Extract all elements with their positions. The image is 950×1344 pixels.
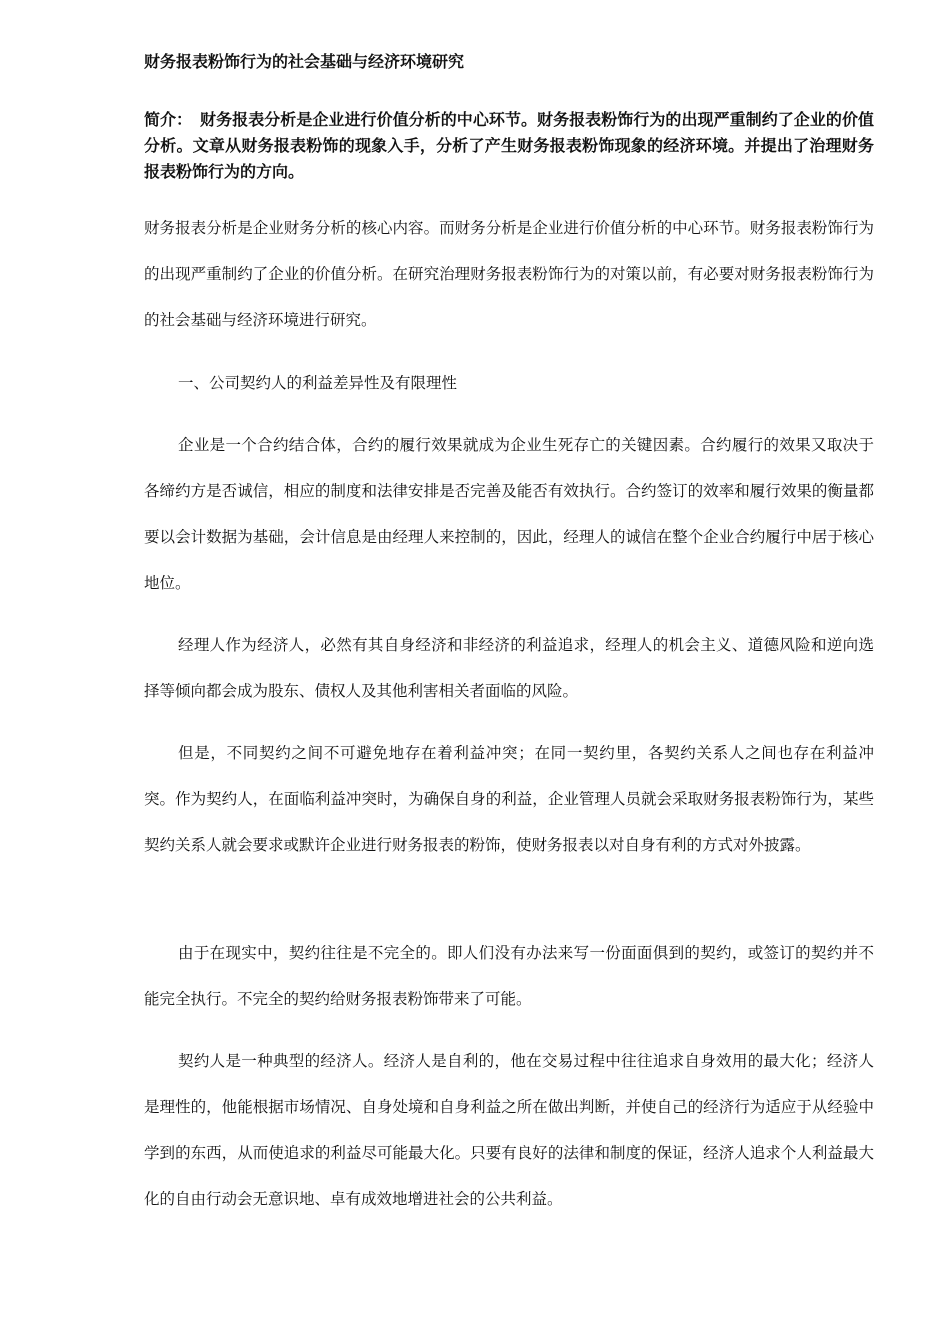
body-paragraph-1: 企业是一个合约结合体，合约的履行效果就成为企业生死存亡的关键因素。合约履行的效果又取决于各缔约方是否诚信，相应的制度和法律安排是否完善及能否有效执行。合约签订的效率和履行效果的衡量都要以会计数据为基础，会计信息是由经理人来控制的，因此，经理人的诚信在整个企业合约履行中居于核心地位。 (144, 436, 874, 592)
body-paragraph-3: 但是，不同契约之间不可避免地存在着利益冲突；在同一契约里，各契约关系人之间也存在利益冲突。作为契约人，在面临利益冲突时，为确保自身的利益，企业管理人员就会采取财务报表粉饰行为，某些契约关系人就会要求或默许企业进行财务报表的粉饰，使财务报表以对自身有利的方式对外披露。 (144, 744, 874, 854)
abstract (144, 107, 874, 185)
body-paragraph-2: 经理人作为经济人，必然有其自身经济和非经济的利益追求，经理人的机会主义、道德风险和逆向选择等倾向都会成为股东、债权人及其他利害相关者面临的风险。 (144, 636, 874, 700)
body-paragraph-4: 由于在现实中，契约往往是不完全的。即人们没有办法来写一份面面俱到的契约，或签订的契约并不能完全执行。不完全的契约给财务报表粉饰带来了可能。 (144, 944, 874, 1008)
body-paragraph-5: 契约人是一种典型的经济人。经济人是自利的，他在交易过程中往往追求自身效用的最大化；经济人是理性的，他能根据市场情况、自身处境和自身利益之所在做出判断，并使自己的经济行为适应于从经验中学到的东西，从而使追求的利益尽可能最大化。只要有良好的法律和制度的保证，经济人追求个人利益最大化的自由行动会无意识地、卓有成效地增进社会的公共利益。 (144, 1052, 874, 1208)
abstract-label: 简介： (144, 110, 193, 129)
section-heading: 一、公司契约人的利益差异性及有限理性 (178, 374, 458, 392)
intro-paragraph: 财务报表分析是企业财务分析的核心内容。而财务分析是企业进行价值分析的中心环节。财务报表粉饰行为的出现严重制约了企业的价值分析。在研究治理财务报表粉饰行为的对策以前，有必要对财务报表粉饰行为的社会基础与经济环境进行研究。 (144, 219, 874, 329)
document-title: 财务报表粉饰行为的社会基础与经济环境研究 (144, 52, 465, 71)
abstract-text: 财务报表分析是企业进行价值分析的中心环节。财务报表粉饰行为的出现严重制约了企业的价值分析。文章从财务报表粉饰的现象入手，分析了产生财务报表粉饰现象的经济环境。并提出了治理财务报表粉饰行为的方向。 (144, 110, 874, 181)
